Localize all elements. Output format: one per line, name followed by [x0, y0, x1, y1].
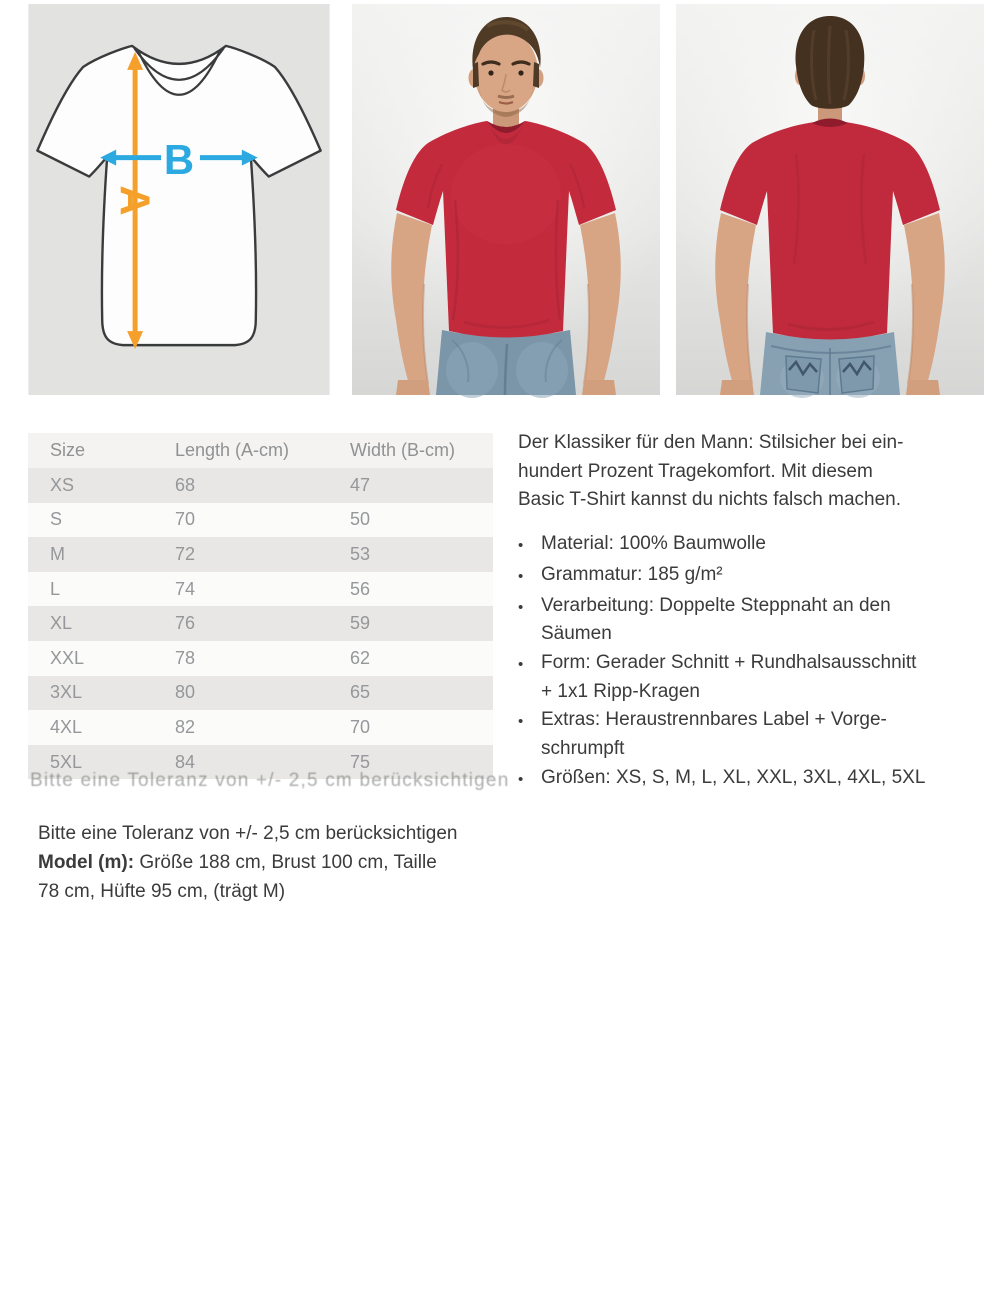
- cell-size: L: [50, 578, 61, 599]
- size-diagram-illustration: [28, 4, 330, 395]
- size-row-l: [28, 572, 493, 607]
- cell-width: 59: [350, 613, 371, 634]
- bullet-icon: •: [518, 598, 524, 616]
- cell-size: XS: [50, 474, 75, 495]
- cell-width: 56: [350, 578, 371, 599]
- cell-length: 80: [175, 682, 196, 703]
- model-photo-front: [352, 4, 660, 395]
- cell-size: M: [50, 543, 65, 564]
- cell-size: 3XL: [50, 682, 83, 703]
- bullet-grammatur: • Grammatur: 185 g/m²: [518, 561, 990, 592]
- cell-width: 75: [350, 751, 371, 772]
- jeans-front: [436, 330, 576, 398]
- bullet-verarbeitung: • Verarbeitung: Doppelte Steppnaht an den Säumen: [518, 592, 990, 649]
- bullet-groessen: • Größen: XS, S, M, L, XL, XXL, 3XL, 4XL, 5XL: [518, 764, 990, 795]
- eye-left: [488, 70, 493, 75]
- hand-right: [906, 380, 940, 395]
- cell-size: S: [50, 509, 63, 530]
- cell-width: 50: [350, 509, 371, 530]
- bullet-icon: •: [518, 537, 524, 555]
- cell-size: 5XL: [50, 751, 83, 772]
- size-row-3xl: [28, 676, 493, 711]
- cell-length: 78: [175, 647, 196, 668]
- column-header-width: Width (B-cm): [350, 440, 455, 460]
- width-label-b: B: [163, 136, 195, 184]
- size-table-header-row: [28, 433, 493, 468]
- column-header-size: Size: [50, 440, 86, 460]
- cell-width: 70: [350, 716, 371, 737]
- bullet-extras: • Extras: Heraustrennbares Label + Vorge- schrumpft: [518, 706, 990, 763]
- eye-right: [518, 70, 523, 75]
- size-table: [28, 433, 493, 779]
- cell-length: 74: [175, 578, 196, 599]
- bullet-icon: •: [518, 713, 524, 731]
- cell-size: XXL: [50, 647, 85, 668]
- size-row-4xl: [28, 710, 493, 745]
- hand-left: [396, 380, 430, 395]
- model-measurements: Größe 188 cm, Brust 100 cm, Taille: [134, 852, 437, 874]
- model-front-illustration: [352, 4, 660, 395]
- jeans-back: [760, 332, 900, 398]
- cell-length: 82: [175, 716, 196, 737]
- model-note-line1: [38, 848, 457, 877]
- bullet-icon: •: [518, 770, 524, 788]
- cell-length: 72: [175, 543, 196, 564]
- size-row-xs: [28, 468, 493, 503]
- size-row-m: [28, 537, 493, 572]
- bullet-icon: •: [518, 655, 524, 673]
- cell-length: 70: [175, 509, 196, 530]
- cell-size: 4XL: [50, 716, 83, 737]
- hand-right: [582, 380, 616, 395]
- size-row-xl: [28, 606, 493, 641]
- size-row-xxl: [28, 641, 493, 676]
- cell-width: 53: [350, 543, 371, 564]
- length-label-a: A: [111, 185, 159, 216]
- model-back-illustration: [676, 4, 984, 395]
- column-header-length: Length (A-cm): [175, 440, 290, 460]
- model-note-line2: 78 cm, Hüfte 95 cm, (trägt M): [38, 881, 286, 903]
- bullet-icon: •: [518, 567, 524, 585]
- description-intro: Der Klassiker für den Mann: Stilsicher bei ein- hundert Prozent Tragekomfort. Mit diesem Basic T-Shirt kannst du nichts falsch machen.: [518, 432, 904, 511]
- product-description: [518, 429, 990, 794]
- cell-width: 47: [350, 474, 371, 495]
- model-label: Model (m):: [38, 852, 135, 874]
- model-photo-back: [676, 4, 984, 395]
- feature-list: [518, 530, 990, 794]
- size-row-s: [28, 503, 493, 538]
- bullet-form: • Form: Gerader Schnitt + Rundhalsausschnitt + 1x1 Ripp-Kragen: [518, 649, 990, 706]
- hand-left: [720, 380, 754, 395]
- cell-size: XL: [50, 613, 73, 634]
- mustache: [498, 96, 514, 98]
- cell-length: 84: [175, 751, 196, 772]
- cropped-text-artifact: Bitte eine Toleranz von +/- 2,5 cm berücksichtigen: [30, 770, 510, 791]
- size-notes: [38, 819, 457, 907]
- cell-width: 62: [350, 647, 371, 668]
- cell-width: 65: [350, 682, 371, 703]
- tolerance-note: Bitte eine Toleranz von +/- 2,5 cm berücksichtigen: [38, 823, 458, 844]
- cell-length: 76: [175, 613, 196, 634]
- size-diagram-image: [28, 4, 330, 395]
- bullet-material: • Material: 100% Baumwolle: [518, 530, 990, 561]
- cell-length: 68: [175, 474, 196, 495]
